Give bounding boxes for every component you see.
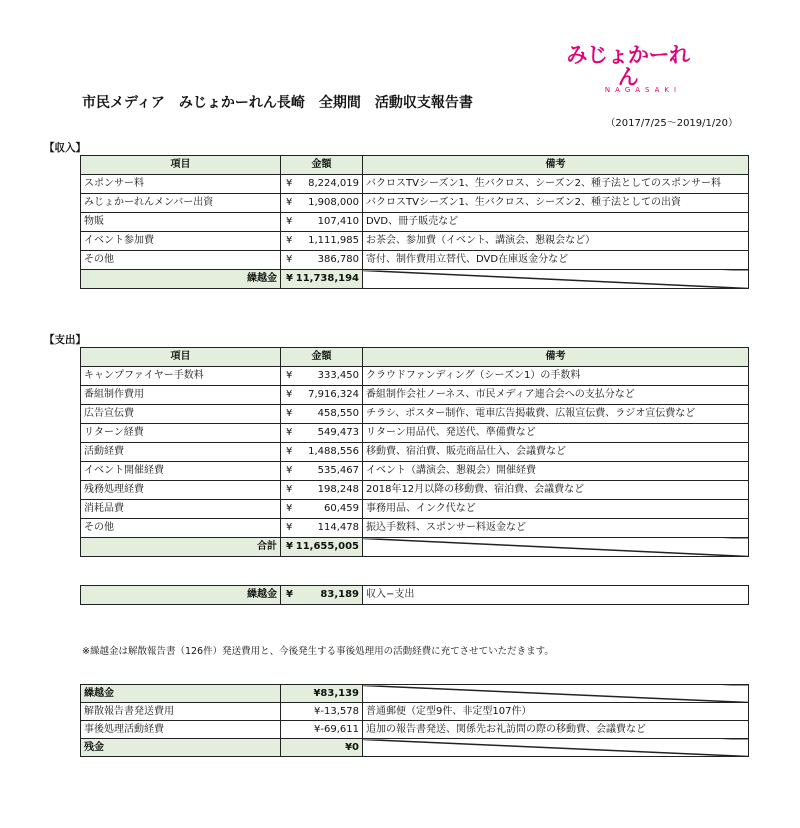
report-period: （2017/7/25～2019/1/20） bbox=[605, 118, 738, 129]
balance-note: 収入−支出 bbox=[363, 586, 749, 605]
expense-total-label: 合計 bbox=[81, 538, 281, 557]
expense-amount bbox=[281, 367, 363, 386]
expense-row bbox=[81, 443, 749, 462]
expense-amount bbox=[281, 500, 363, 519]
final-note: 追加の報告書発送、関係先お礼訪問の際の移動費、会議費など bbox=[363, 721, 749, 739]
expense-header-note: 備考 bbox=[363, 348, 749, 367]
final-amount: ¥-69,611 bbox=[281, 721, 363, 739]
expense-item: 広告宣伝費 bbox=[81, 405, 281, 424]
final-row bbox=[81, 685, 749, 703]
expense-table bbox=[80, 347, 749, 557]
logo-text: みじょかーれん bbox=[566, 43, 690, 89]
expense-note: 振込手数料、スポンサー料返金など bbox=[363, 519, 749, 538]
income-total-row bbox=[81, 270, 749, 289]
income-note: DVD、冊子販売など bbox=[363, 213, 749, 232]
income-amount bbox=[281, 175, 363, 194]
yen-sign: ¥ bbox=[286, 197, 293, 208]
expense-amount bbox=[281, 519, 363, 538]
expense-header-item: 項目 bbox=[81, 348, 281, 367]
final-label: 残金 bbox=[81, 739, 281, 757]
income-row bbox=[81, 213, 749, 232]
expense-note: イベント（講演会、懇親会）開催経費 bbox=[363, 462, 749, 481]
logo-subtext: NAGASAKI bbox=[604, 86, 682, 94]
income-note: バクロスTVシーズン1、生バクロス、シーズン2、種子法としての出資 bbox=[363, 194, 749, 213]
yen-sign: ¥ bbox=[286, 522, 293, 533]
amount-value: 7,916,324 bbox=[308, 389, 359, 400]
final-amount: ¥83,139 bbox=[281, 685, 363, 703]
income-total-label: 繰越金 bbox=[81, 270, 281, 289]
income-header-amount: 金額 bbox=[281, 156, 363, 175]
final-note bbox=[363, 685, 749, 703]
expense-row bbox=[81, 386, 749, 405]
income-header-row bbox=[81, 156, 749, 175]
amount-value: 8,224,019 bbox=[308, 178, 359, 189]
expense-note: 番組制作会社ノーネス、市民メディア連合会への支払分など bbox=[363, 386, 749, 405]
income-amount bbox=[281, 194, 363, 213]
amount-value: 386,780 bbox=[317, 254, 359, 265]
expense-header-amount: 金額 bbox=[281, 348, 363, 367]
expense-note: 移動費、宿泊費、販売商品仕入、会議費など bbox=[363, 443, 749, 462]
expense-row bbox=[81, 519, 749, 538]
expense-total-amount: ¥ 11,655,005 bbox=[281, 538, 363, 557]
yen-sign: ¥ bbox=[286, 465, 293, 476]
expense-note: 2018年12月以降の移動費、宿泊費、会議費など bbox=[363, 481, 749, 500]
amount-value: 535,467 bbox=[317, 465, 359, 476]
yen-sign: ¥ bbox=[286, 216, 293, 227]
final-row bbox=[81, 721, 749, 739]
income-note: バクロスTVシーズン1、生バクロス、シーズン2、種子法としてのスポンサー料 bbox=[363, 175, 749, 194]
income-header-note: 備考 bbox=[363, 156, 749, 175]
income-row bbox=[81, 232, 749, 251]
logo bbox=[563, 44, 693, 94]
expense-item: リターン経費 bbox=[81, 424, 281, 443]
final-label: 事後処理活動経費 bbox=[81, 721, 281, 739]
amount-value: 333,450 bbox=[317, 370, 359, 381]
amount-value: 198,248 bbox=[317, 484, 359, 495]
final-row bbox=[81, 703, 749, 721]
amount-value: 107,410 bbox=[317, 216, 359, 227]
expense-item: キャンプファイヤー手数料 bbox=[81, 367, 281, 386]
expense-total-row bbox=[81, 538, 749, 557]
income-item: イベント参加費 bbox=[81, 232, 281, 251]
income-row bbox=[81, 194, 749, 213]
yen-sign: ¥ bbox=[286, 370, 293, 381]
expense-amount bbox=[281, 424, 363, 443]
expense-amount bbox=[281, 386, 363, 405]
income-row bbox=[81, 251, 749, 270]
income-amount bbox=[281, 213, 363, 232]
amount-value: 1,908,000 bbox=[308, 197, 359, 208]
income-item: 物販 bbox=[81, 213, 281, 232]
income-header-item: 項目 bbox=[81, 156, 281, 175]
yen-sign: ¥ bbox=[286, 427, 293, 438]
expense-item: 残務処理経費 bbox=[81, 481, 281, 500]
income-total-note-blank bbox=[363, 270, 749, 289]
balance-amount: ¥ 83,189 bbox=[281, 586, 363, 605]
balance-label: 繰越金 bbox=[81, 586, 281, 605]
expense-note: チラシ、ポスター制作、電車広告掲載費、広報宣伝費、ラジオ宣伝費など bbox=[363, 405, 749, 424]
amount-value: 1,111,985 bbox=[308, 235, 359, 246]
expense-note: 事務用品、インク代など bbox=[363, 500, 749, 519]
final-table bbox=[80, 684, 749, 757]
income-note: お茶会、参加費（イベント、講演会、懇親会など） bbox=[363, 232, 749, 251]
income-total-amount: ¥ 11,738,194 bbox=[281, 270, 363, 289]
yen-sign: ¥ bbox=[286, 178, 293, 189]
expense-item: 活動経費 bbox=[81, 443, 281, 462]
final-amount: ¥-13,578 bbox=[281, 703, 363, 721]
expense-amount bbox=[281, 443, 363, 462]
expense-item: イベント開催経費 bbox=[81, 462, 281, 481]
expense-row bbox=[81, 424, 749, 443]
expense-item: 消耗品費 bbox=[81, 500, 281, 519]
final-row bbox=[81, 739, 749, 757]
income-section-label: 【収入】 bbox=[44, 142, 86, 154]
expense-amount bbox=[281, 481, 363, 500]
expense-row bbox=[81, 462, 749, 481]
final-label: 解散報告書発送費用 bbox=[81, 703, 281, 721]
expense-amount bbox=[281, 405, 363, 424]
final-label: 繰越金 bbox=[81, 685, 281, 703]
yen-sign: ¥ bbox=[286, 484, 293, 495]
balance-table bbox=[80, 585, 749, 605]
yen-sign: ¥ bbox=[286, 503, 293, 514]
page-title: 市民メディア みじょかーれん長崎 全期間 活動収支報告書 bbox=[82, 95, 473, 111]
yen-sign: ¥ bbox=[286, 446, 293, 457]
income-table bbox=[80, 155, 749, 289]
expense-row bbox=[81, 500, 749, 519]
yen-sign: ¥ bbox=[286, 235, 293, 246]
final-note: 普通郵便（定型9件、非定型107件） bbox=[363, 703, 749, 721]
amount-value: 549,473 bbox=[317, 427, 359, 438]
expense-note: リターン用品代、発送代、準備費など bbox=[363, 424, 749, 443]
income-amount bbox=[281, 251, 363, 270]
yen-sign: ¥ bbox=[286, 389, 293, 400]
amount-value: 60,459 bbox=[324, 503, 359, 514]
amount-value: 114,478 bbox=[317, 522, 359, 533]
yen-sign: ¥ bbox=[286, 254, 293, 265]
balance-row bbox=[81, 586, 749, 605]
expense-header-row bbox=[81, 348, 749, 367]
expense-note: クラウドファンディング（シーズン1）の手数料 bbox=[363, 367, 749, 386]
expense-section-label: 【支出】 bbox=[44, 334, 86, 346]
yen-sign: ¥ bbox=[286, 408, 293, 419]
amount-value: 1,488,556 bbox=[308, 446, 359, 457]
expense-amount bbox=[281, 462, 363, 481]
expense-row bbox=[81, 405, 749, 424]
income-note: 寄付、制作費用立替代、DVD在庫返金分など bbox=[363, 251, 749, 270]
income-item: その他 bbox=[81, 251, 281, 270]
final-note bbox=[363, 739, 749, 757]
expense-item: 番組制作費用 bbox=[81, 386, 281, 405]
expense-total-note-blank bbox=[363, 538, 749, 557]
amount-value: 458,550 bbox=[317, 408, 359, 419]
final-amount: ¥0 bbox=[281, 739, 363, 757]
income-item: みじょかーれんメンバー出資 bbox=[81, 194, 281, 213]
expense-item: その他 bbox=[81, 519, 281, 538]
income-row bbox=[81, 175, 749, 194]
expense-row bbox=[81, 367, 749, 386]
income-item: スポンサー料 bbox=[81, 175, 281, 194]
expense-row bbox=[81, 481, 749, 500]
footnote: ※繰越金は解散報告書（126件）発送費用と、今後発生する事後処理用の活動経費に充てさせていただきます。 bbox=[82, 646, 554, 657]
income-amount bbox=[281, 232, 363, 251]
